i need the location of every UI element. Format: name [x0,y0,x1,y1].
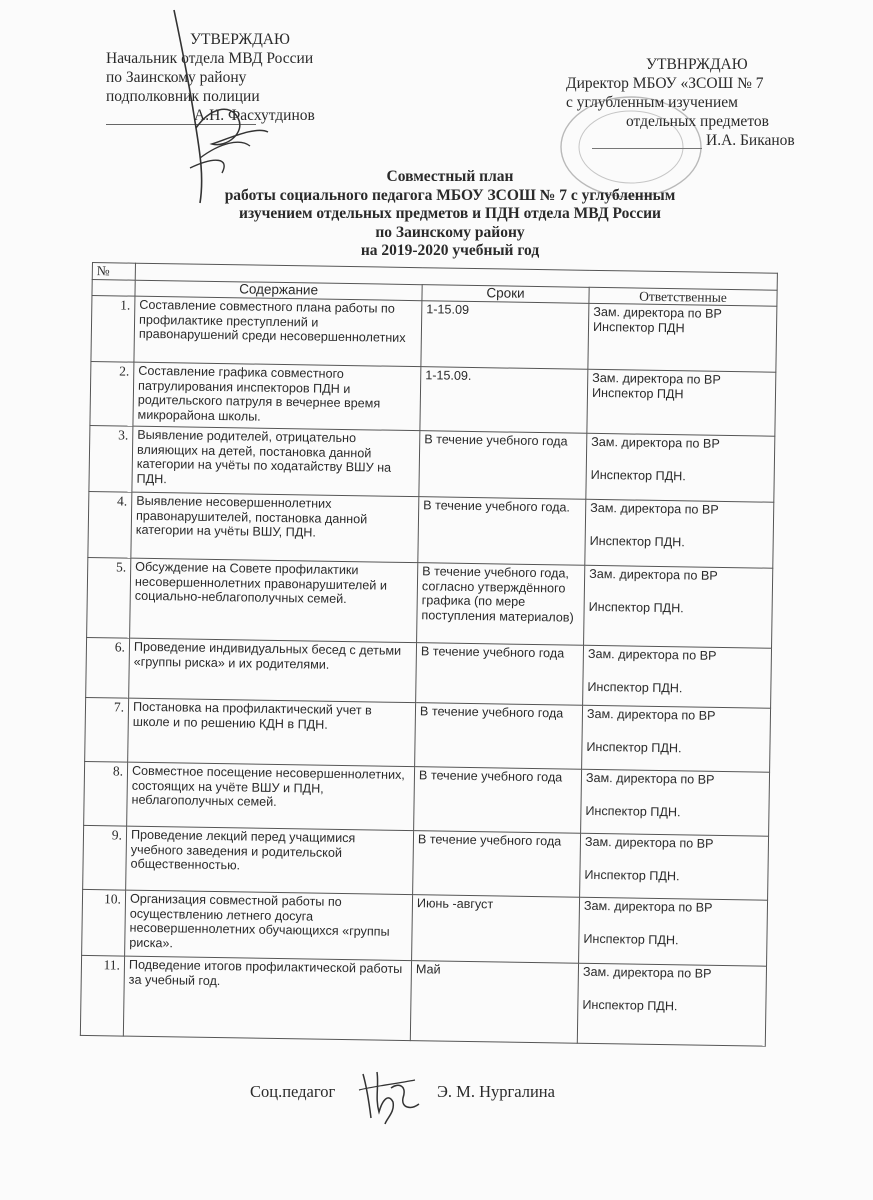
row-term: Май [410,961,578,1044]
table-row [86,637,772,708]
row-responsible [582,705,771,772]
table-row [87,557,773,648]
row-responsible [583,645,772,708]
row-responsible [584,565,773,648]
row-responsible [581,769,770,836]
handwritten-signature-bottom [355,1068,425,1128]
row-num: 9. [83,825,127,890]
row-content: Совместное посещение несовершеннолетних, состоящих на учёте ВШУ и ПДН, неблагополучных семей. [127,762,415,831]
row-num: 1. [91,296,135,363]
title-line-2: работы социального педагога МБОУ ЗСОШ № 7 с углубленным [224,186,676,204]
row-resp-deputy: Зам. директора по ВР [582,964,712,981]
row-resp-deputy: Зам. директора по ВР [593,304,722,321]
row-responsible [579,897,768,966]
approval-left-rank: подполковник полиции [106,88,260,105]
table-row [84,761,770,836]
row-content: Выявление родителей, отрицательно влияющих на детей, постановка данной категории на учёты по ходатайству ВШУ на ПДН. [132,426,420,496]
footer-signature-block [250,1082,555,1102]
approval-block-right [566,55,795,150]
row-term: В течение учебного года, согласно утверждённого графика (по мере поступления материалов) [417,563,585,646]
row-resp-inspector: Инспектор ПДН. [583,931,679,947]
row-resp-inspector: Инспектор ПДН. [589,533,685,549]
row-term: В течение учебного года [413,831,581,898]
row-num: 4. [88,491,132,558]
row-resp-inspector: Инспектор ПДН. [590,467,686,483]
row-resp-deputy: Зам. директора по ВР [591,434,720,451]
table-row [82,889,768,966]
row-resp-deputy: Зам. директора по ВР [585,770,715,787]
row-term: В течение учебного года [416,643,584,706]
approval-left-district: по Заинскому району [106,69,247,86]
row-responsible [586,433,775,502]
header-term: Сроки [422,284,589,303]
row-term: В течение учебного года. [418,497,586,566]
header-num-empty [92,279,135,296]
row-resp-inspector: Инспектор ПДН. [585,803,681,819]
header-num: № [92,263,135,280]
row-resp-deputy: Зам. директора по ВР [592,370,721,387]
row-resp-inspector: Инспектор ПДН. [588,599,684,615]
row-resp-deputy: Зам. директора по ВР [589,566,718,583]
signature-line-right [592,148,702,149]
row-responsible [585,499,774,568]
row-resp-deputy: Зам. директора по ВР [583,898,713,915]
row-term: В течение учебного года [419,431,587,500]
row-num: 10. [82,889,126,956]
row-responsible [588,303,777,372]
row-content: Организация совместной работы по осуществлению летнего досуга несовершеннолетних обучающихся «группы риска». [125,890,413,960]
row-resp-deputy: Зам. директора по ВР [586,706,716,723]
table-row [89,425,775,502]
row-num: 2. [90,361,134,426]
row-term: 1-15.09. [420,367,588,434]
table-row [85,697,771,772]
document-title [180,168,720,261]
row-term: В течение учебного года [415,703,583,770]
row-content: Выявление несовершеннолетних правонарушителей, постановка данной категории на учёты ВШУ, ПДН. [131,492,419,562]
row-num: 11. [80,955,124,1036]
row-responsible [587,369,776,436]
approval-left-name: А.Н. Фасхутдинов [194,107,315,124]
plan-table [80,262,778,1047]
footer-name: Э. М. Нургалина [437,1082,555,1101]
title-line-5: на 2019-2020 учебный год [360,242,540,259]
table-row [88,491,774,568]
row-resp-deputy: Зам. директора по ВР [590,500,719,517]
approval-right-heading: УТВНРЖДАЮ [646,56,748,73]
row-content: Составление графика совместного патрулирования инспекторов ПДН и родительского патруля в вечернее время микрорайона школы. [133,362,421,431]
approval-left-heading: УТВЕРЖДАЮ [190,31,290,48]
row-num: 6. [86,637,130,698]
row-resp-deputy: Зам. директора по ВР [584,834,714,851]
row-term: Июнь -август [412,895,580,964]
approval-left-position: Начальник отдела МВД России [106,50,314,67]
row-num: 7. [85,697,129,762]
row-num: 8. [84,761,128,826]
approval-right-school: с углубленным изучением [566,94,738,111]
row-content: Обсуждение на Совете профилактики несовершеннолетних правонарушителей и социально-неблагополучных семей. [130,558,418,642]
row-term: 1-15.09 [421,301,589,370]
row-resp-inspector: Инспектор ПДН. [586,739,682,755]
row-content: Составление совместного плана работы по профилактике преступлений и правонарушений среди несовершеннолетних [134,296,422,366]
row-content: Постановка на профилактический учет в школе и по решению КДН в ПДН. [128,698,416,767]
row-resp-inspector: Инспектор ПДН. [584,867,680,883]
header-responsible: Ответственные [589,287,777,306]
approval-right-position: Директор МБОУ «ЗСОШ № 7 [566,75,764,92]
table-row [83,825,769,900]
row-num: 3. [89,425,133,492]
row-resp-inspector: Инспектор ПДН [591,385,684,401]
row-content: Подведение итогов профилактической работы за учебный год. [123,956,411,1040]
title-line-3: изучением отдельных предметов и ПДН отдела МВД России [239,205,661,222]
approval-right-school-cont: отдельных предметов [626,113,769,130]
row-content: Проведение лекций перед учащимися учебного заведения и родительской общественностью. [126,826,414,895]
row-responsible [580,833,769,900]
row-num: 5. [87,557,131,638]
row-content: Проведение индивидуальных бесед с детьми «группы риска» и их родителями. [129,638,417,703]
table-row [80,955,766,1046]
row-term: В течение учебного года [414,767,582,834]
row-responsible [577,963,766,1046]
title-line-4: по Заинскому району [375,223,525,241]
row-resp-deputy: Зам. директора по ВР [587,646,717,663]
table-row [91,296,777,373]
row-resp-inspector: Инспектор ПДН [592,319,685,335]
row-resp-inspector: Инспектор ПДН. [587,679,683,695]
approval-right-name: И.А. Биканов [706,132,795,149]
footer-role: Соц.педагог [250,1082,336,1101]
title-line-1: Совместный план [386,168,514,185]
header-content: Содержание [135,280,422,301]
table-row [90,361,776,436]
row-resp-inspector: Инспектор ПДН. [582,997,678,1013]
